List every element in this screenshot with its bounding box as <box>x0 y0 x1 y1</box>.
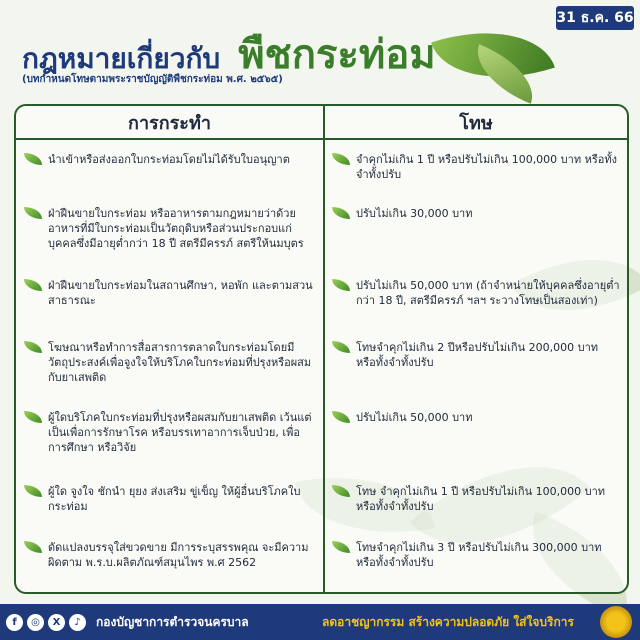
action-text: ผู้ใดบริโภคใบกระท่อมที่ปรุงหรือผสมกับยาเสพติด เว้นแต่เป็นเพื่อการรักษาโรค หรือบรรเทาอาการเจ็บป่วย, เพื่อการศึกษา หรือวิจัย <box>48 411 312 454</box>
leaf-bullet-icon <box>24 541 42 553</box>
leaf-bullet-icon <box>332 485 350 497</box>
x-icon[interactable]: X <box>48 614 65 631</box>
leaf-bullet-icon <box>332 541 350 553</box>
leaf-bullet-icon <box>24 411 42 423</box>
date-badge: 31 ธ.ค. 66 <box>556 6 634 30</box>
leaf-bullet-icon <box>24 279 42 291</box>
action-text: โฆษณาหรือทำการสื่อสารการตลาดใบกระท่อมโดยมีวัตถุประสงค์เพื่อจูงใจให้บริโภคใบกระท่อมที่ปรุงหรือผสมกับยาเสพติด <box>48 341 312 384</box>
penalty-text: ปรับไม่เกิน 50,000 บาท <box>356 411 473 424</box>
instagram-icon[interactable]: ◎ <box>27 614 44 631</box>
penalty-text: จำคุกไม่เกิน 1 ปี หรือปรับไม่เกิน 100,000 บาท หรือทั้งจำทั้งปรับ <box>356 153 617 181</box>
slogan: ลดอาชญากรรม สร้างความปลอดภัย ใส่ใจบริการ <box>322 614 574 629</box>
penalty-text: ปรับไม่เกิน 50,000 บาท (ถ้าจำหน่ายให้บุคคลซึ่งอายุต่ำกว่า 18 ปี, สตรีมีครรภ์ ฯลฯ ระวางโทษเป็นสองเท่า) <box>356 279 620 307</box>
column-divider <box>323 106 325 592</box>
penalty-text: โทษจำคุกไม่เกิน 3 ปี หรือปรับไม่เกิน 300,000 บาท หรือทั้งจำทั้งปรับ <box>356 541 602 569</box>
action-text: ดัดแปลงบรรจุใส่ขวดขาย มีการระบุสรรพคุณ จะมีความผิดตาม พ.ร.บ.ผลิตภัณฑ์สมุนไพร พ.ศ 2562 <box>48 541 309 569</box>
header-action: การกระทำ <box>128 112 211 134</box>
leaf-bullet-icon <box>24 153 42 165</box>
leaf-bullet-icon <box>24 207 42 219</box>
penalty-table <box>14 104 629 594</box>
action-text: ผู้ใด จูงใจ ชักนำ ยุยง ส่งเสริม ขู่เข็ญ ให้ผู้อื่นบริโภคใบกระท่อม <box>48 485 301 513</box>
header-divider <box>16 138 627 140</box>
leaf-bullet-icon <box>332 207 350 219</box>
title-prefix: กฎหมายเกี่ยวกับ <box>22 42 221 75</box>
header-penalty: โทษ <box>459 112 493 134</box>
action-text: ฝ่าฝืนขายใบกระท่อม หรืออาหารตามกฎหมายว่าด้วยอาหารที่มีใบกระท่อมเป็นวัตถุดิบหรือส่วนประกอบแก่บุคคลซึ่งมีอายุต่ำกว่า 18 ปี สตรีมีครรภ์ สตรีให้นมบุตร <box>48 207 304 250</box>
action-text: นำเข้าหรือส่งออกใบกระท่อมโดยไม่ได้รับใบอนุญาต <box>48 153 290 166</box>
tiktok-icon[interactable]: ♪ <box>69 614 86 631</box>
police-emblem-icon <box>600 606 632 638</box>
leaf-bullet-icon <box>332 153 350 165</box>
facebook-icon[interactable]: f <box>6 614 23 631</box>
leaf-bullet-icon <box>24 485 42 497</box>
leaf-bullet-icon <box>332 341 350 353</box>
title-main: พืชกระท่อม <box>238 32 436 78</box>
organization-name: กองบัญชาการตำรวจนครบาล <box>96 614 249 629</box>
leaf-bullet-icon <box>332 411 350 423</box>
subtitle: (บทกำหนดโทษตามพระราชบัญญัติพืชกระท่อม พ.ศ. ๒๕๖๕) <box>22 74 283 85</box>
footer-bar <box>0 604 640 640</box>
leaf-bullet-icon <box>332 279 350 291</box>
action-text: ฝ่าฝืนขายใบกระท่อมในสถานศึกษา, หอพัก และตามสวนสาธารณะ <box>48 279 313 307</box>
penalty-text: ปรับไม่เกิน 30,000 บาท <box>356 207 473 220</box>
penalty-text: โทษจำคุกไม่เกิน 2 ปีหรือปรับไม่เกิน 200,000 บาท หรือทั้งจำทั้งปรับ <box>356 341 598 369</box>
leaf-bullet-icon <box>24 341 42 353</box>
penalty-text: โทษ จำคุกไม่เกิน 1 ปี หรือปรับไม่เกิน 100,000 บาท หรือทั้งจำทั้งปรับ <box>356 485 605 513</box>
